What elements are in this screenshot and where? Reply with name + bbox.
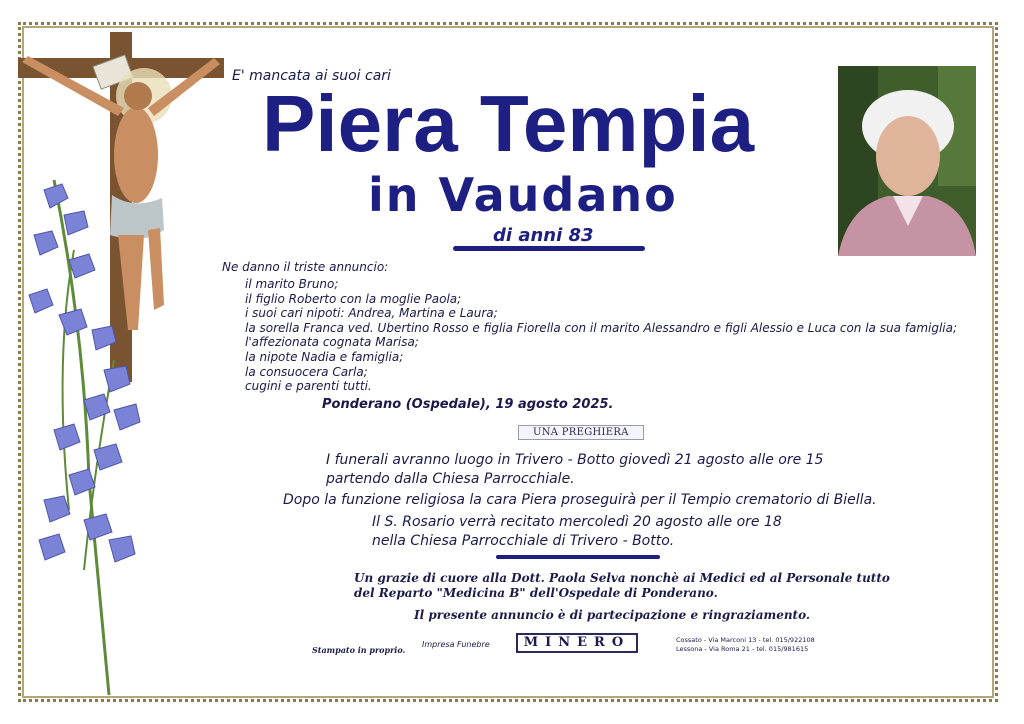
address-line: Cossato - Via Marconi 13 - tel. 015/922108 [676, 636, 815, 644]
funeral-info [326, 451, 823, 489]
address-line: Lessona - Via Roma 21 - tel. 015/981615 [676, 645, 809, 653]
bellflower [44, 496, 70, 522]
agency-label: Impresa Funebre [422, 640, 490, 649]
rosary-line: nella Chiesa Parrocchiale di Trivero - Botto. [372, 533, 675, 549]
bellflower [59, 309, 87, 335]
portrait-photo [838, 66, 976, 256]
bellflower [84, 394, 110, 420]
family-list [245, 277, 957, 394]
agency-addresses [676, 636, 815, 654]
funeral-line: partendo dalla Chiesa Parrocchiale. [326, 471, 575, 487]
bellflower [109, 536, 135, 562]
bellflower [94, 444, 122, 470]
family-item: i suoi cari nipoti: Andrea, Martina e Laura; [245, 306, 498, 321]
divider-line [496, 555, 660, 559]
rosary-line: Il S. Rosario verrà recitato mercoledì 20 agosto alle ore 18 [372, 514, 782, 530]
bellflower [29, 289, 53, 313]
bellflower [104, 366, 130, 392]
family-item: la consuocera Carla; [245, 364, 368, 379]
family-item: l'affezionata cognata Marisa; [245, 335, 419, 350]
rosary-info [372, 513, 782, 551]
bellflower [64, 211, 88, 235]
prayer-link[interactable]: UNA PREGHIERA [518, 425, 644, 440]
family-item: il figlio Roberto con la moglie Paola; [245, 291, 462, 306]
printed-note: Stampato in proprio. [312, 645, 406, 655]
cremation-info: Dopo la funzione religiosa la cara Piera proseguirà per il Tempio crematorio di Biella. [283, 492, 877, 508]
participation-text: Il presente annuncio è di partecipazione e ringraziamento. [414, 608, 811, 622]
family-item: la sorella Franca ved. Ubertino Rosso e figlia Fiorella con il marito Alessandro e figli Alessio e Luca con la sua famiglia; [245, 320, 958, 335]
family-item: la nipote Nadia e famiglia; [245, 349, 404, 364]
agency-logo: MINERO [516, 633, 638, 653]
bellflower [54, 424, 80, 450]
bellflower [34, 231, 58, 255]
christ-figure [114, 107, 158, 203]
family-item: cugini e parenti tutti. [245, 379, 372, 394]
crucifix-flowers-decoration [14, 30, 234, 700]
deceased-name: Piera Tempia [262, 79, 755, 168]
bellflower [44, 184, 68, 208]
bellflower [39, 534, 65, 560]
place-date: Ponderano (Ospedale), 19 agosto 2025. [322, 397, 614, 412]
married-name: in Vaudano [368, 168, 678, 222]
age-text: di anni 83 [493, 225, 594, 246]
funeral-line: I funerali avranno luogo in Trivero - Botto giovedì 21 agosto alle ore 15 [326, 452, 824, 468]
announce-label: Ne danno il triste annuncio: [222, 260, 389, 274]
bellflower [114, 404, 140, 430]
age-underline [453, 246, 645, 251]
family-item: il marito Bruno; [245, 277, 339, 291]
thanks-line: Un grazie di cuore alla Dott. Paola Selva nonchè ai Medici ed al Personale tutto [354, 571, 890, 585]
thanks-line: del Reparto "Medicina B" dell'Ospedale di Ponderano. [354, 586, 718, 600]
intro-text: E' mancata ai suoi cari [232, 68, 391, 84]
thanks-text [354, 571, 890, 601]
